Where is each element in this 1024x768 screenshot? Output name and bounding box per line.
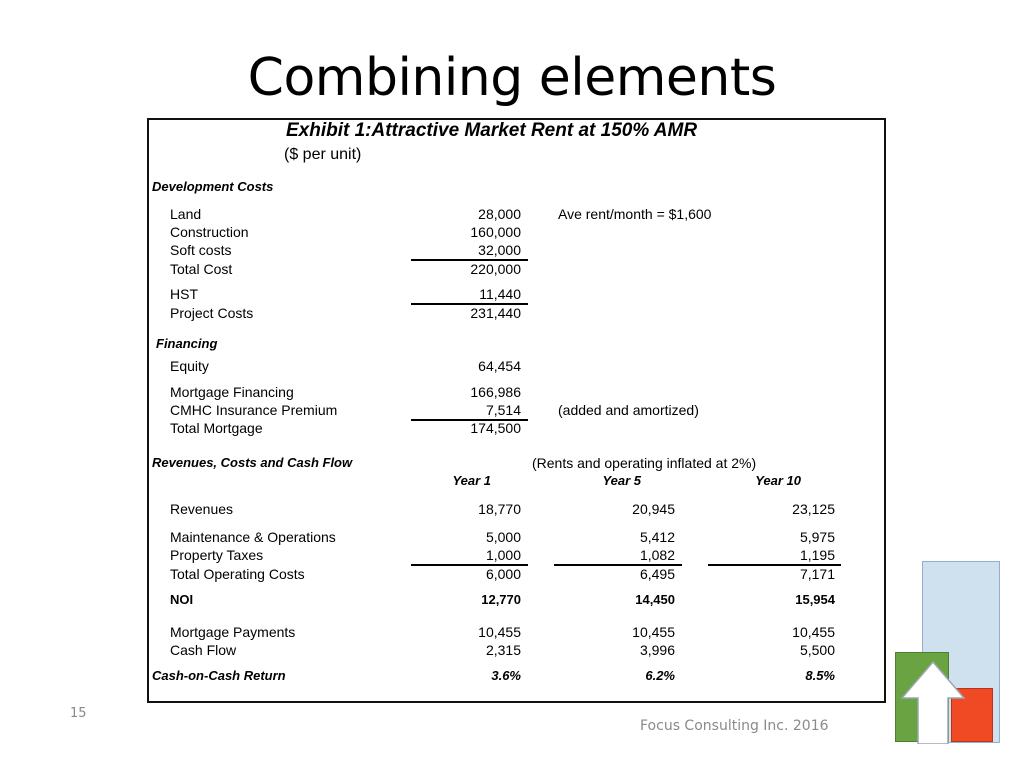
- row-value-cash-on-cash-y5: 6.2%: [645, 668, 675, 683]
- row-label-property-taxes: Property Taxes: [170, 547, 264, 563]
- row-value-cash-flow-y5: 3,996: [639, 642, 675, 658]
- row-value-mortgage-payments-y1: 10,455: [478, 624, 521, 640]
- row-label-mortgage-financing: Mortgage Financing: [170, 384, 294, 400]
- row-value-noi-y5: 14,450: [635, 592, 675, 607]
- row-label-hst: HST: [170, 286, 198, 302]
- section-heading-financing: Financing: [156, 336, 218, 351]
- row-value-maintenance-y10: 5,975: [799, 529, 835, 545]
- row-value-total-mortgage: 174,500: [470, 420, 521, 436]
- row-value-property-taxes-y10: 1,195: [799, 547, 835, 563]
- column-header-year-1: Year 1: [452, 473, 491, 488]
- row-value-revenues-y1: 18,770: [478, 501, 521, 517]
- row-value-property-taxes-y5: 1,082: [639, 547, 675, 563]
- exhibit-subtitle: ($ per unit): [284, 146, 362, 163]
- row-value-mortgage-financing: 166,986: [470, 384, 521, 400]
- row-value-project-costs: 231,440: [470, 305, 521, 321]
- row-value-total-operating-y1: 6,000: [485, 566, 521, 582]
- row-label-land: Land: [170, 206, 202, 222]
- row-value-revenues-y5: 20,945: [632, 501, 675, 517]
- up-arrow-icon: [898, 660, 968, 744]
- row-label-equity: Equity: [170, 358, 209, 374]
- row-label-total-operating: Total Operating Costs: [170, 566, 305, 582]
- row-value-equity: 64,454: [478, 358, 521, 374]
- ave-rent-note: Ave rent/month = $1,600: [558, 206, 712, 222]
- column-header-year-10: Year 10: [755, 473, 801, 488]
- row-label-soft-costs: Soft costs: [170, 242, 232, 258]
- row-label-total-cost: Total Cost: [170, 261, 233, 277]
- row-value-soft-costs: 32,000: [478, 242, 521, 258]
- section-heading-cashflow: Revenues, Costs and Cash Flow: [152, 455, 353, 470]
- row-value-cash-flow-y1: 2,315: [485, 642, 521, 658]
- row-value-mortgage-payments-y10: 10,455: [792, 624, 835, 640]
- row-label-cash-on-cash: Cash-on-Cash Return: [152, 668, 286, 683]
- slide-title: Combining elements: [247, 48, 777, 108]
- row-label-cash-flow: Cash Flow: [170, 642, 237, 658]
- row-label-construction: Construction: [170, 224, 249, 240]
- row-label-maintenance: Maintenance & Operations: [170, 529, 336, 545]
- page-number: 15: [70, 706, 87, 721]
- row-label-cmhc-premium: CMHC Insurance Premium: [170, 402, 338, 418]
- exhibit-title: Exhibit 1:Attractive Market Rent at 150% AMR: [286, 120, 698, 141]
- row-value-mortgage-payments-y5: 10,455: [632, 624, 675, 640]
- row-label-mortgage-payments: Mortgage Payments: [170, 624, 296, 640]
- row-value-cash-on-cash-y1: 3.6%: [491, 668, 521, 683]
- row-value-total-operating-y10: 7,171: [799, 566, 835, 582]
- inflation-note: (Rents and operating inflated at 2%): [532, 455, 757, 471]
- row-value-construction: 160,000: [470, 224, 521, 240]
- row-value-total-operating-y5: 6,495: [639, 566, 675, 582]
- row-value-hst: 11,440: [479, 286, 521, 302]
- row-value-total-cost: 220,000: [470, 261, 521, 277]
- row-label-noi: NOI: [170, 592, 194, 607]
- row-label-total-mortgage: Total Mortgage: [170, 420, 263, 436]
- row-value-cash-on-cash-y10: 8.5%: [805, 668, 835, 683]
- row-value-noi-y1: 12,770: [481, 592, 521, 607]
- row-value-maintenance-y5: 5,412: [639, 529, 675, 545]
- row-value-cmhc-premium: 7,514: [485, 402, 521, 418]
- exhibit-table: [147, 118, 886, 703]
- row-value-property-taxes-y1: 1,000: [485, 547, 521, 563]
- column-header-year-5: Year 5: [602, 473, 641, 488]
- premium-note: (added and amortized): [558, 402, 699, 418]
- row-value-land: 28,000: [478, 206, 521, 222]
- footer-company: Focus Consulting Inc. 2016: [640, 718, 829, 734]
- row-value-cash-flow-y10: 5,500: [799, 642, 835, 658]
- row-value-noi-y10: 15,954: [795, 592, 835, 607]
- row-label-project-costs: Project Costs: [170, 305, 254, 321]
- row-value-maintenance-y1: 5,000: [485, 529, 521, 545]
- row-label-revenues: Revenues: [170, 501, 234, 517]
- section-heading-development: Development Costs: [152, 179, 274, 194]
- row-value-revenues-y10: 23,125: [792, 501, 835, 517]
